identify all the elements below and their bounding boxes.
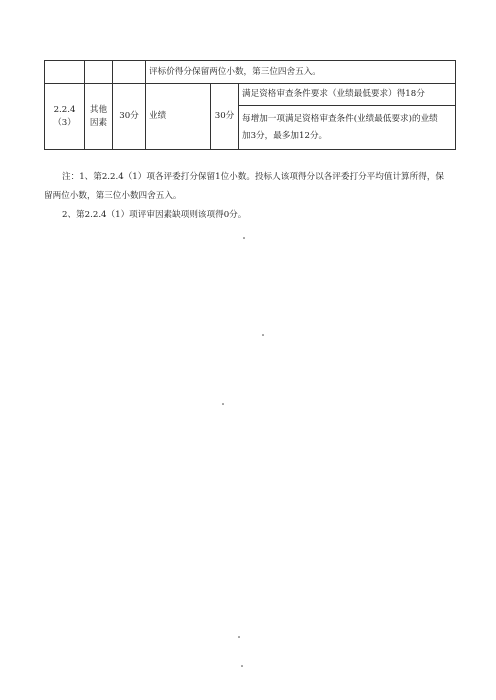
factor-name <box>85 84 113 150</box>
scan-speck <box>238 636 240 638</box>
criteria-2 <box>239 106 456 150</box>
criteria-2-line1: 每增加一项满足资格审查条件(业绩最低要求)的业绩 <box>242 113 438 124</box>
criteria-1: 满足资格审查条件要求（业绩最低要求）得18分 <box>239 84 456 106</box>
sub-item: 业绩 <box>146 84 211 150</box>
criteria-2-line2: 加3分，最多加12分。 <box>242 130 328 141</box>
table-cell <box>113 61 146 84</box>
table-row <box>45 61 456 84</box>
scoring-table <box>44 60 456 150</box>
note-2: 2、第2.2.4（1）项评审因素缺项则该项得0分。 <box>62 210 247 220</box>
scan-speck <box>222 403 224 405</box>
note-1: 注：1、第2.2.4（1）项各评委打分保留1位小数。投标人该项得分以各评委打分平均值计算所得，保留两位小数，第三位小数四舍五入。 <box>44 172 445 201</box>
top-row-text: 评标价得分保留两位小数，第三位四舍五入。 <box>146 61 456 84</box>
factor-score: 30分 <box>113 84 146 150</box>
notes-section <box>44 168 452 225</box>
scan-speck <box>262 334 264 336</box>
item-number <box>45 84 85 150</box>
table-cell <box>85 61 113 84</box>
item-number-line2: （3） <box>53 117 76 128</box>
table-row <box>45 84 456 106</box>
item-number-line1: 2.2.4 <box>53 104 76 115</box>
scan-speck <box>241 665 243 667</box>
factor-name-line2: 因素 <box>89 117 108 128</box>
scan-speck <box>243 237 245 239</box>
table-cell <box>45 61 85 84</box>
sub-score: 30分 <box>211 84 239 150</box>
factor-name-line1: 其他 <box>89 104 108 115</box>
